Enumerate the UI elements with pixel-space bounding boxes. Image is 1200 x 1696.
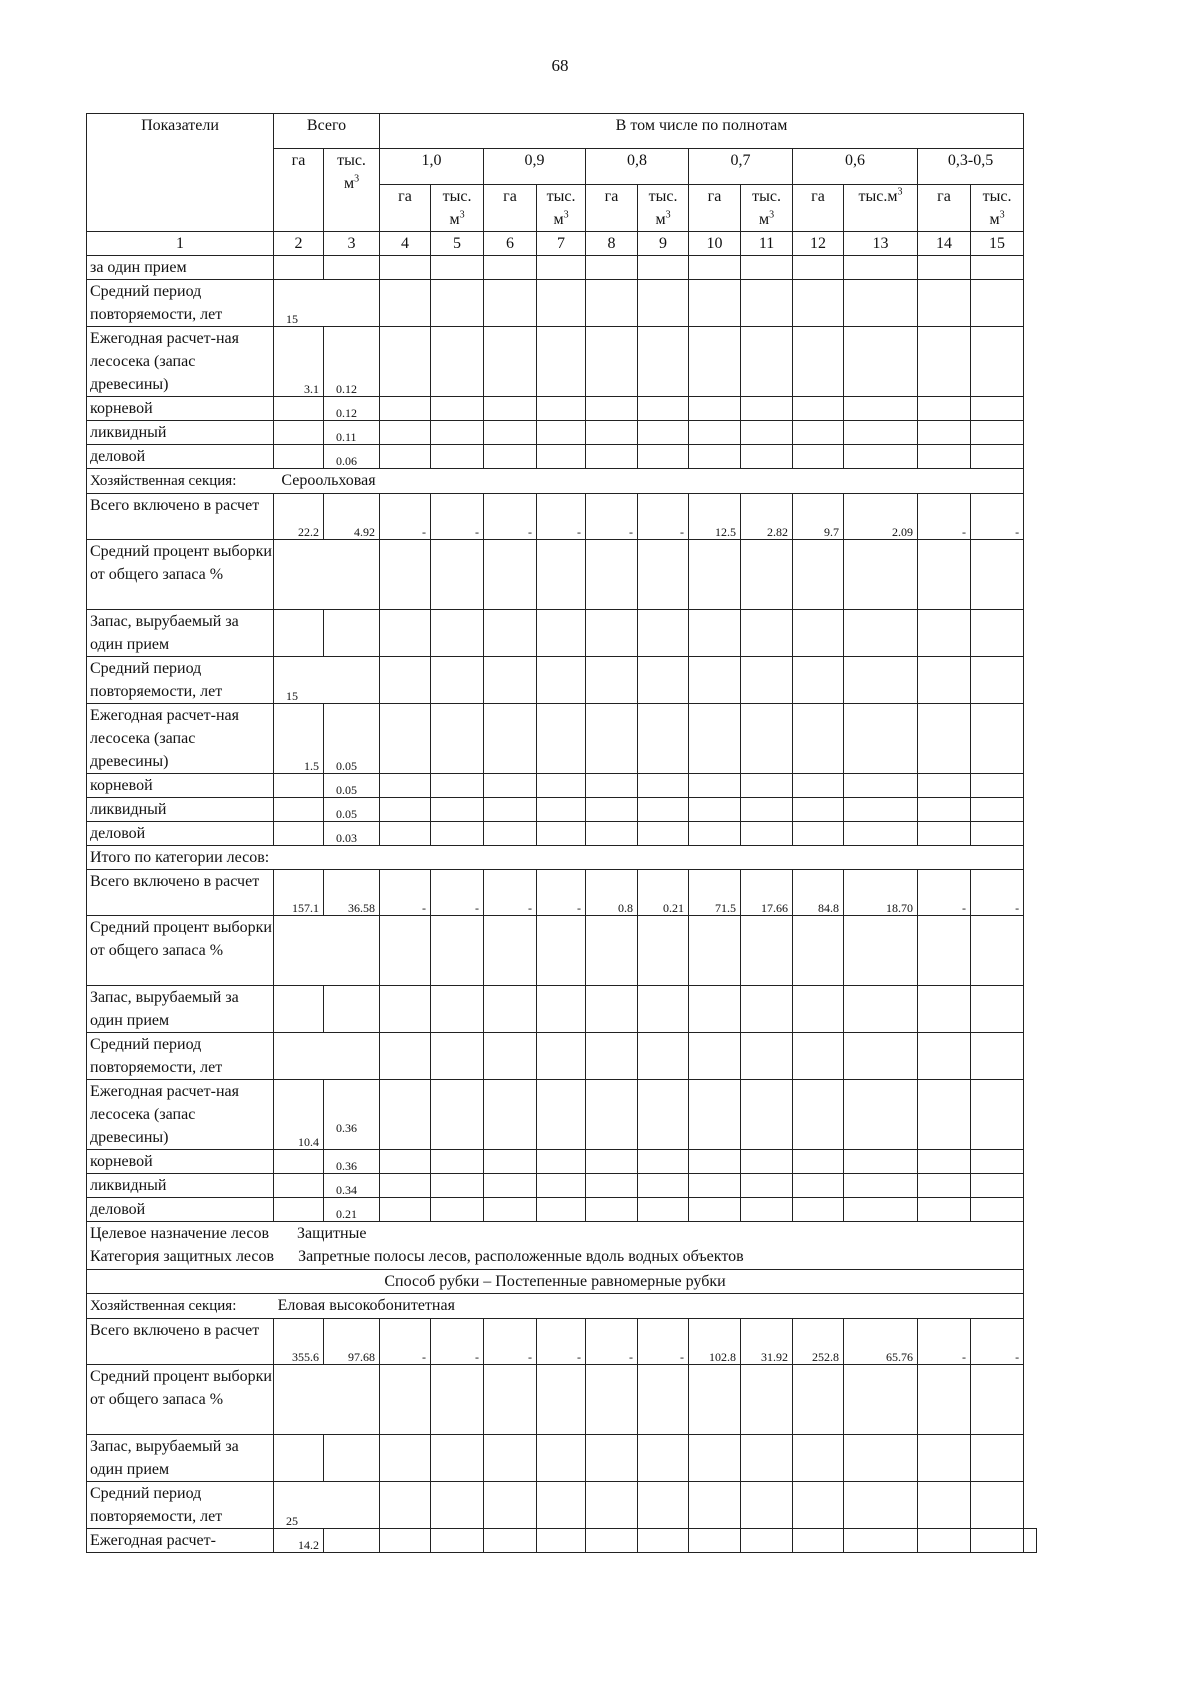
cell-value: 3.1 <box>274 327 324 397</box>
col-number: 11 <box>741 232 793 256</box>
header-ths-m3: тыс. $м^3$ <box>431 185 484 232</box>
header-ths-m3: тыс. $м^3$ <box>537 185 586 232</box>
purpose-line-1: Целевое назначение лесов Защитные <box>90 1225 367 1242</box>
cell-value: - <box>971 1319 1024 1365</box>
cell-value: 1.5 <box>274 704 324 774</box>
header-indicators: Показатели <box>87 114 274 232</box>
section-header: Хозяйственная секция: Сероольховая <box>87 469 1024 494</box>
col-number: 15 <box>971 232 1024 256</box>
table-row <box>87 421 1037 445</box>
cell-value: 0.34 <box>324 1174 380 1198</box>
col-number: 1 <box>87 232 274 256</box>
row-label: Всего включено в расчет <box>87 870 274 916</box>
header-ga: га <box>689 185 741 232</box>
section-header: Хозяйственная секция: Еловая высокобонитетная <box>87 1294 1024 1319</box>
cell-value: 0.05 <box>324 704 380 774</box>
row-label: корневой <box>87 1150 274 1174</box>
forest-cutting-table <box>86 113 1037 1553</box>
row-label: Запас, вырубаемый за один прием <box>87 610 274 657</box>
row-label: Средний процент выборки от общего запаса % <box>87 540 274 610</box>
table-row <box>87 822 1037 846</box>
cell-value: 22.2 <box>274 494 324 540</box>
method-row <box>87 1270 1037 1294</box>
density-0-7: 0,7 <box>689 149 793 185</box>
table-row <box>87 1150 1037 1174</box>
cell-value: - <box>380 1319 431 1365</box>
cell-value: - <box>484 870 537 916</box>
header-total-ga: га <box>274 149 324 232</box>
header-ths-m3: тыс. $м^3$ <box>741 185 793 232</box>
density-0-3-0-5: 0,3-0,5 <box>918 149 1024 185</box>
period-value: 25 <box>274 1482 380 1529</box>
table-row <box>87 280 1037 327</box>
header-ga: га <box>586 185 638 232</box>
header-ths-m3-combined: $тыс.м^3$ <box>844 185 918 232</box>
section-row <box>87 1294 1037 1319</box>
col-number: 4 <box>380 232 431 256</box>
period-value: 15 <box>274 280 380 327</box>
cell-value: - <box>918 494 971 540</box>
table-row <box>87 1319 1037 1365</box>
col-number: 6 <box>484 232 537 256</box>
header-by-density: В том числе по полнотам <box>380 114 1024 149</box>
cell-value: 0.05 <box>324 798 380 822</box>
cell-value: - <box>537 870 586 916</box>
row-label: Средний период повторяемости, лет <box>87 657 274 704</box>
cell-value: - <box>918 870 971 916</box>
col-number: 10 <box>689 232 741 256</box>
header-ga: га <box>484 185 537 232</box>
table-row <box>87 798 1037 822</box>
table-row <box>87 397 1037 421</box>
table-row <box>87 1033 1037 1080</box>
section-row <box>87 846 1037 870</box>
row-label: Средний период повторяемости, лет <box>87 280 274 327</box>
density-0-8: 0,8 <box>586 149 689 185</box>
cell-value: 36.58 <box>324 870 380 916</box>
cell-value: - <box>586 1319 638 1365</box>
cell-value: 157.1 <box>274 870 324 916</box>
cell-value: 31.92 <box>741 1319 793 1365</box>
row-label: Всего включено в расчет <box>87 494 274 540</box>
cell-value: - <box>431 1319 484 1365</box>
table-row <box>87 540 1037 610</box>
table-row <box>87 1435 1037 1482</box>
cell-value: 0.21 <box>638 870 689 916</box>
cell-value: - <box>971 870 1024 916</box>
table-row <box>87 1482 1037 1529</box>
cell-value: 2.82 <box>741 494 793 540</box>
cell-value: 17.66 <box>741 870 793 916</box>
cell-value: - <box>380 494 431 540</box>
row-label: ликвидный <box>87 1174 274 1198</box>
table-row <box>87 256 1037 280</box>
table-row <box>87 327 1037 397</box>
header-ga: га <box>793 185 844 232</box>
cell-value: - <box>484 1319 537 1365</box>
cell-value: 0.12 <box>324 397 380 421</box>
row-label: деловой <box>87 822 274 846</box>
cell-value: 0.8 <box>586 870 638 916</box>
cell-value: 0.06 <box>324 445 380 469</box>
col-number: 7 <box>537 232 586 256</box>
cell-value: - <box>918 1319 971 1365</box>
purpose-row <box>87 1222 1037 1270</box>
row-label: Запас, вырубаемый за один прием <box>87 986 274 1033</box>
cell-value: 14.2 <box>274 1529 324 1553</box>
table-row <box>87 1174 1037 1198</box>
col-number: 5 <box>431 232 484 256</box>
cell-value: 0.03 <box>324 822 380 846</box>
row-label: корневой <box>87 774 274 798</box>
density-1-0: 1,0 <box>380 149 484 185</box>
table-row <box>87 870 1037 916</box>
table-row <box>87 774 1037 798</box>
cell-value: 2.09 <box>844 494 918 540</box>
row-label: Ежегодная расчет-ная лесосека (запас древесины) <box>87 1080 274 1150</box>
table-row <box>87 1365 1037 1435</box>
column-numbers-row <box>87 232 1037 256</box>
row-label: Ежегодная расчет-ная лесосека (запас древесины) <box>87 327 274 397</box>
table-row <box>87 657 1037 704</box>
table-row <box>87 610 1037 657</box>
table-row <box>87 704 1037 774</box>
col-number: 3 <box>324 232 380 256</box>
cell-value: 0.12 <box>324 327 380 397</box>
purpose-line-2: Категория защитных лесов Запретные полосы лесов, расположенные вдоль водных объектов <box>90 1248 744 1265</box>
cell-value: - <box>380 870 431 916</box>
row-label: за один прием <box>87 256 274 280</box>
cell-value: 102.8 <box>689 1319 741 1365</box>
period-value: 15 <box>274 657 380 704</box>
cell-value: - <box>431 870 484 916</box>
page-number: 68 <box>551 56 569 75</box>
cell-value: 9.7 <box>793 494 844 540</box>
cell-value: - <box>484 494 537 540</box>
table-row <box>87 1198 1037 1222</box>
row-label: ликвидный <box>87 798 274 822</box>
cell-value: 18.70 <box>844 870 918 916</box>
header-total: Всего <box>274 114 380 149</box>
cell-value: - <box>971 494 1024 540</box>
row-label: ликвидный <box>87 421 274 445</box>
col-number: 2 <box>274 232 324 256</box>
header-ga: га <box>380 185 431 232</box>
row-label: Всего включено в расчет <box>87 1319 274 1365</box>
col-number: 14 <box>918 232 971 256</box>
row-label: Ежегодная расчет-ная лесосека (запас древесины) <box>87 704 274 774</box>
cell-value: - <box>586 494 638 540</box>
cell-value: 10.4 <box>274 1080 324 1150</box>
row-label: Средний период повторяемости, лет <box>87 1482 274 1529</box>
cell-value: 355.6 <box>274 1319 324 1365</box>
header-total-ths-m3: тыс. $м^3$ <box>324 149 380 232</box>
table-row <box>87 986 1037 1033</box>
cell-value: - <box>638 494 689 540</box>
row-label: Ежегодная расчет- <box>87 1529 274 1553</box>
table-row <box>87 494 1037 540</box>
cell-value: - <box>537 494 586 540</box>
header-ga: га <box>918 185 971 232</box>
density-0-9: 0,9 <box>484 149 586 185</box>
cell-value: 71.5 <box>689 870 741 916</box>
col-number: 13 <box>844 232 918 256</box>
col-number: 9 <box>638 232 689 256</box>
cell-value: 4.92 <box>324 494 380 540</box>
cell-value: 84.8 <box>793 870 844 916</box>
cell-value: 0.11 <box>324 421 380 445</box>
forest-purpose <box>87 1222 1024 1270</box>
row-label: Запас, вырубаемый за один прием <box>87 1435 274 1482</box>
col-number: 12 <box>793 232 844 256</box>
cell-value: 252.8 <box>793 1319 844 1365</box>
cell-value: - <box>431 494 484 540</box>
row-label: Средний процент выборки от общего запаса % <box>87 1365 274 1435</box>
cell-value: 97.68 <box>324 1319 380 1365</box>
col-number: 8 <box>586 232 638 256</box>
row-label: корневой <box>87 397 274 421</box>
cell-value: 0.05 <box>324 774 380 798</box>
table-row <box>87 1080 1037 1150</box>
row-label: Средний период повторяемости, лет <box>87 1033 274 1080</box>
cell-value: - <box>638 1319 689 1365</box>
section-row <box>87 469 1037 494</box>
row-label: Средний процент выборки от общего запаса % <box>87 916 274 986</box>
cell-value: 0.21 <box>324 1198 380 1222</box>
table-row <box>87 916 1037 986</box>
cell-value: - <box>537 1319 586 1365</box>
cell-value: 0.36 <box>324 1150 380 1174</box>
cutting-method: Способ рубки – Постепенные равномерные рубки <box>87 1270 1024 1294</box>
table-row <box>87 1529 1037 1553</box>
row-label: деловой <box>87 1198 274 1222</box>
cell-value: 12.5 <box>689 494 741 540</box>
row-label: деловой <box>87 445 274 469</box>
table-row <box>87 445 1037 469</box>
header-row-1 <box>87 114 1037 149</box>
header-ths-m3: тыс. $м^3$ <box>971 185 1024 232</box>
header-ths-m3: тыс. $м^3$ <box>638 185 689 232</box>
cell-value: 65.76 <box>844 1319 918 1365</box>
cell-value: 0.36 <box>324 1080 380 1150</box>
section-header: Итого по категории лесов: <box>87 846 1024 870</box>
density-0-6: 0,6 <box>793 149 918 185</box>
